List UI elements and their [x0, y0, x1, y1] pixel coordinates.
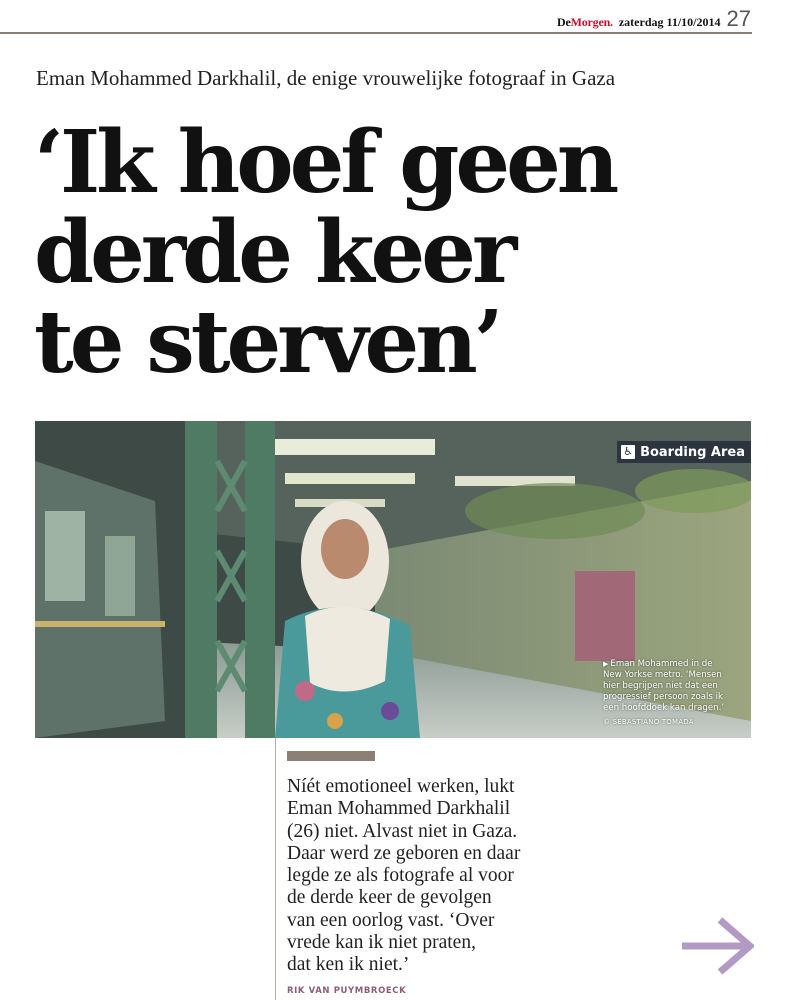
kicker: Eman Mohammed Darkhalil, de enige vrouwelijke fotograaf in Gaza	[36, 66, 616, 90]
byline: RIK VAN PUYMBROECK	[287, 986, 407, 996]
issue-date: zaterdag 11/10/2014	[618, 15, 721, 29]
headline	[34, 112, 774, 393]
boarding-sign-label: Boarding Area	[640, 444, 745, 460]
article-photo	[35, 421, 751, 738]
intro-line: (26) niet. Alvast niet in Gaza.	[287, 820, 518, 842]
headline-line: ‘Ik hoef geen	[34, 112, 616, 213]
accent-bar	[287, 751, 375, 761]
triangle-right-icon: ▶	[603, 660, 609, 668]
article-intro	[287, 776, 587, 977]
column-rule	[275, 738, 276, 1000]
intro-line: van een oorlog vast. ‘Over	[287, 909, 495, 931]
page-number: 27	[726, 6, 751, 31]
intro-line: Daar werd ze geboren en daar	[287, 842, 521, 864]
arrow-right-icon[interactable]	[680, 917, 754, 975]
intro-line: vrede kan ik niet praten,	[287, 932, 476, 954]
top-rule	[0, 32, 752, 34]
headline-line: derde keer	[34, 202, 514, 303]
caption-line: Eman Mohammed in de	[610, 659, 713, 669]
caption-line: hier begrijpen niet dat een	[603, 681, 718, 691]
caption-line: progressief persoon zoals ik	[603, 692, 723, 702]
boarding-sign	[617, 441, 751, 463]
brand-logo: DeMorgen.	[557, 15, 613, 29]
photo-caption	[603, 659, 743, 728]
intro-line: legde ze als fotografe al voor	[287, 865, 514, 887]
intro-line: dat ken ik niet.’	[287, 954, 410, 976]
intro-line: Níét emotioneel werken, lukt	[287, 776, 515, 797]
intro-line: de derde keer de gevolgen	[287, 887, 492, 909]
wheelchair-icon: ♿	[621, 445, 635, 459]
intro-line: Eman Mohammed Darkhalil	[287, 798, 511, 820]
masthead	[557, 4, 751, 30]
headline-line: te sterven’	[34, 292, 500, 393]
photo-credit: © SEBASTIANO TOMADA	[603, 718, 694, 726]
caption-line: een hoofddoek kan dragen.’	[603, 703, 725, 713]
caption-line: New Yorkse metro. ‘Mensen	[603, 670, 722, 680]
